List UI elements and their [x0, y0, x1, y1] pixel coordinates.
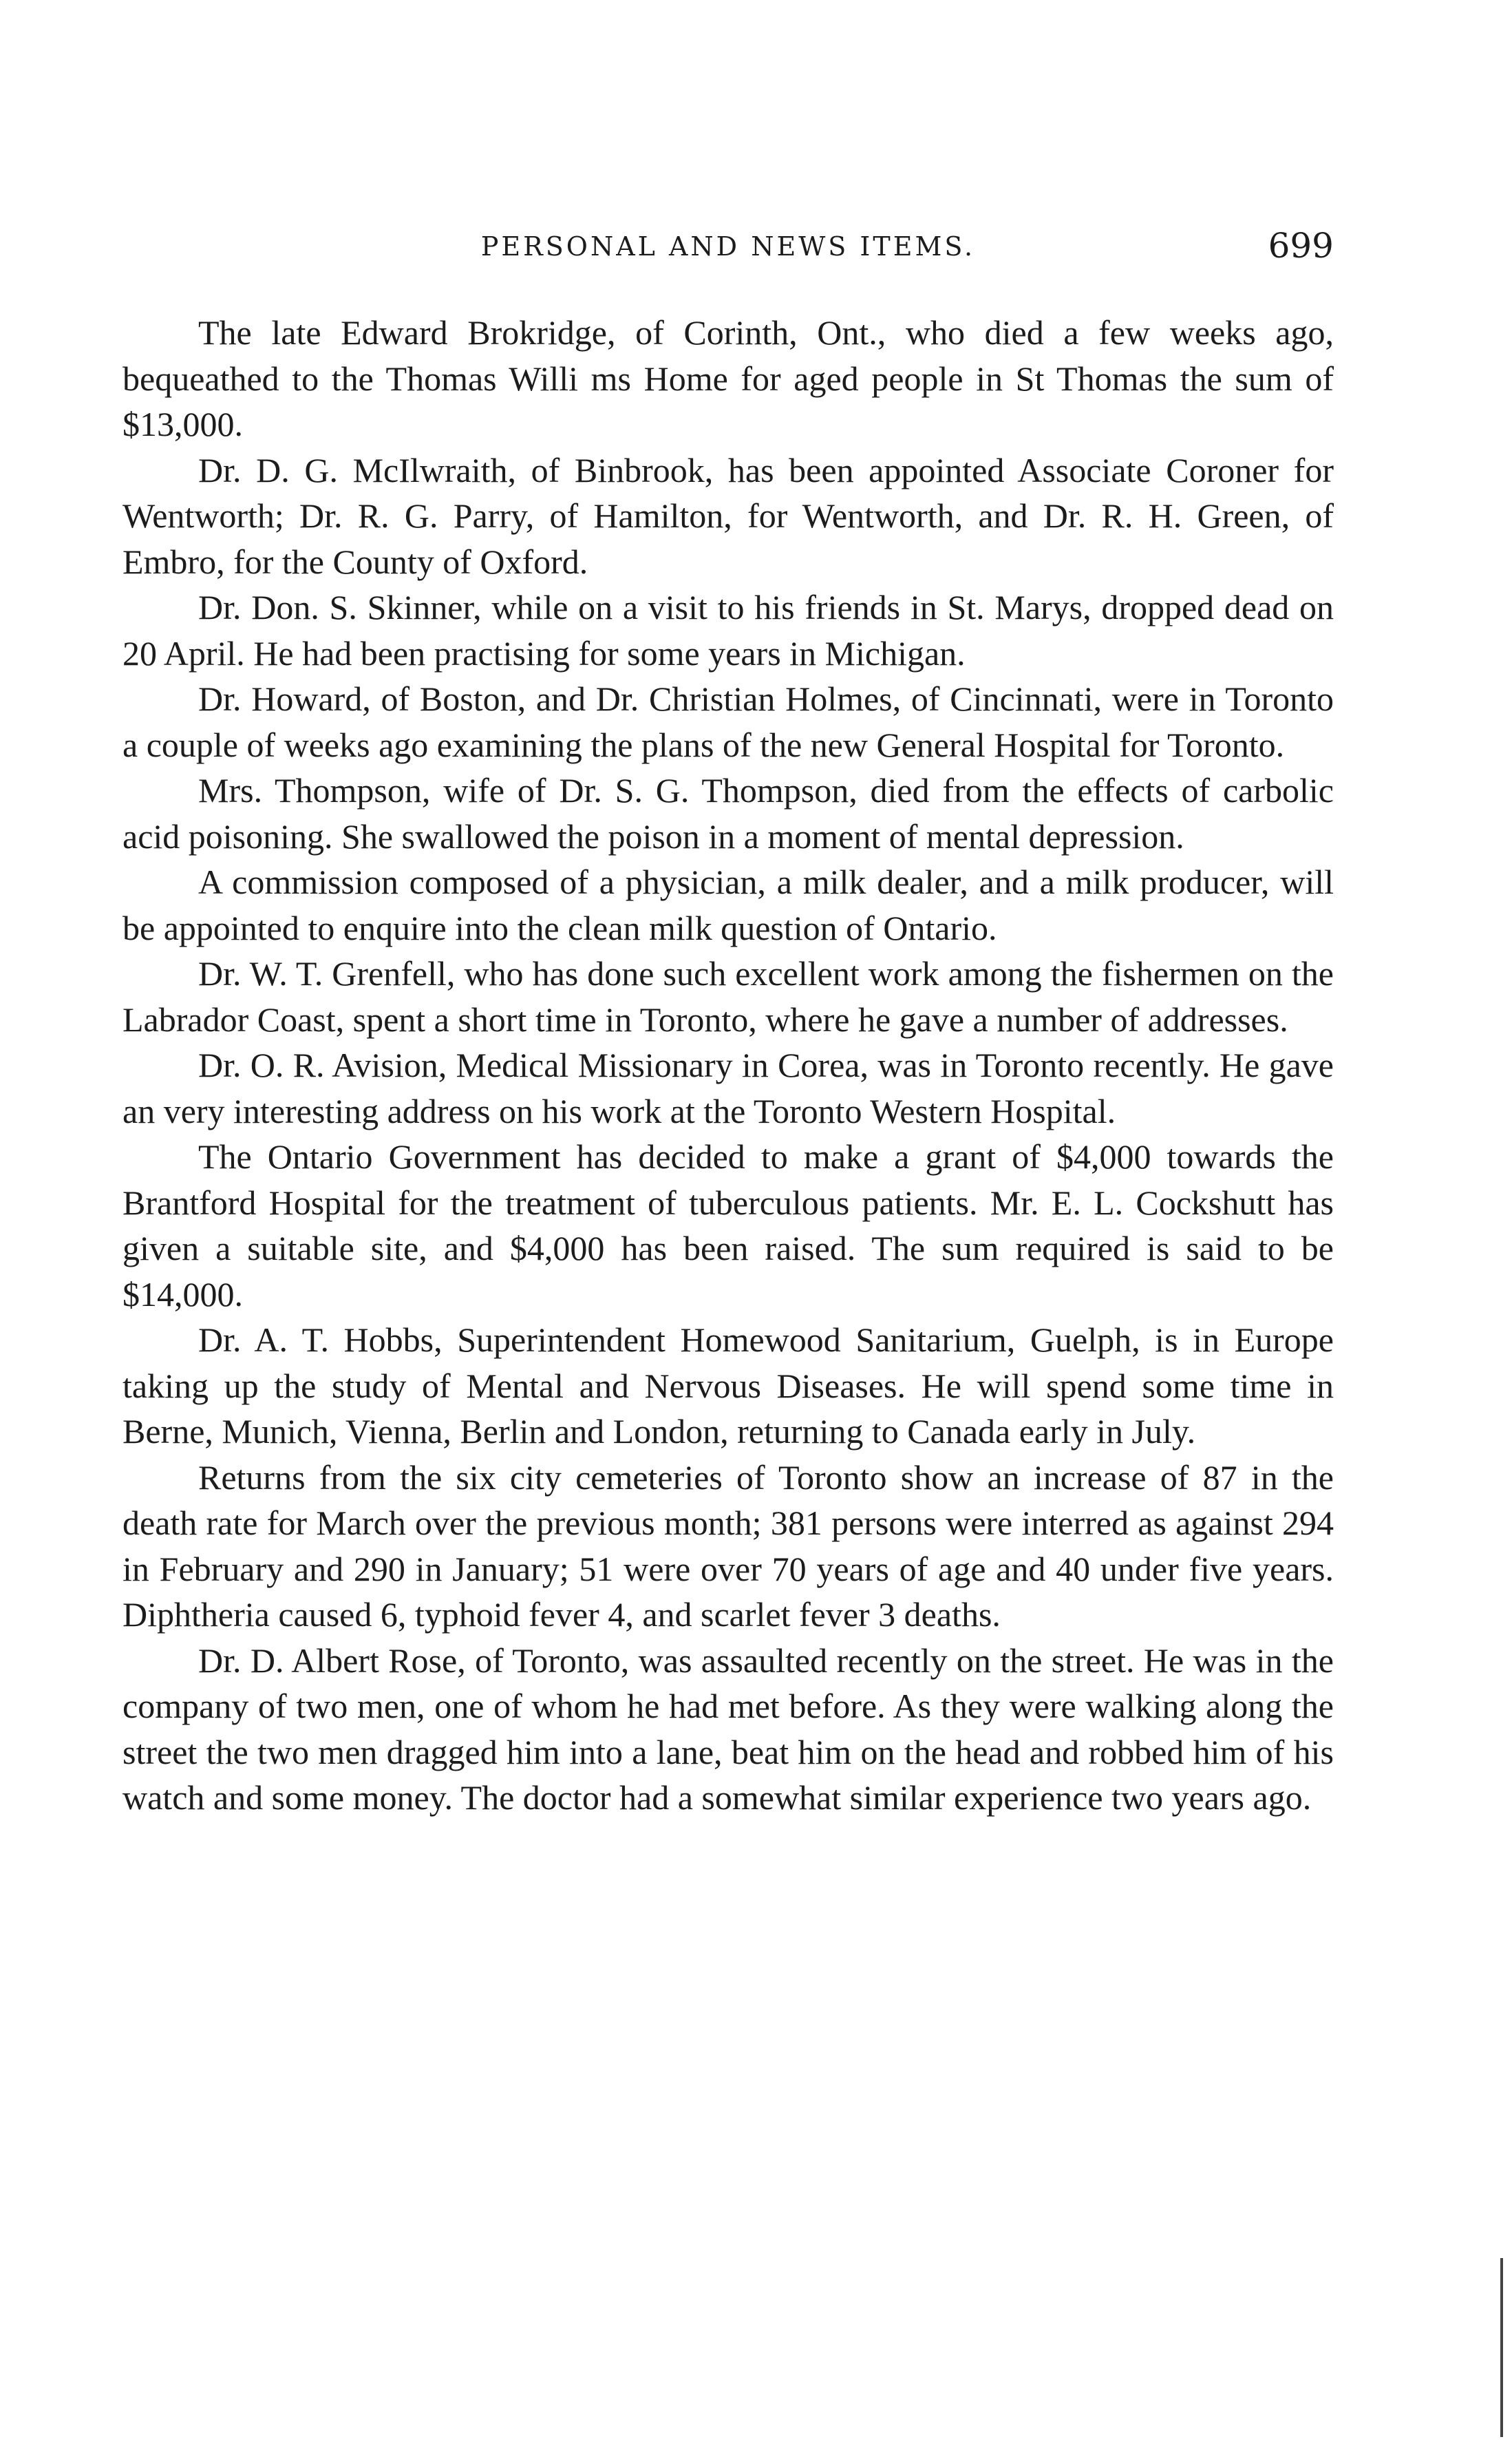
news-item-rose-assault: Dr. D. Albert Rose, of Toronto, was assaulted recently on the street. He was in the company of two men, one of whom he had met before. As they were walking along the street the two men dragged him into a lane, beat him on the head and robbed him of his watch and some money. The doctor had a somewhat similar experience two years ago. [123, 1641, 1334, 1817]
page-number: 699 [1268, 226, 1334, 266]
news-item-hospital-plans: Dr. Howard, of Boston, and Dr. Christian Holmes, of Cincinnati, were in Toronto a couple of weeks ago examining the plans of the new General Hospital for Toronto. [123, 679, 1334, 764]
news-item-cemetery-returns: Returns from the six city cemeteries of Toronto show an increase of 87 in the death rate for March over the previous month; 381 persons were interred as against 294 in February and 290 in January; 51 were over 70 years of age and 40 under five years. Diphtheria caused 6, typhoid fever 4, and scarlet fever 3 deaths. [123, 1457, 1334, 1634]
news-item-grenfell-visit: Dr. W. T. Grenfell, who has done such excellent work among the fishermen on the Labrador Coast, spent a short time in Toronto, where he gave a number of addresses. [123, 954, 1334, 1039]
running-header [123, 226, 1334, 274]
news-item-brantford-grant: The Ontario Government has decided to make a grant of $4,000 towards the Brantford Hospital for the treatment of tuberculous patients. Mr. E. L. Cockshutt has given a suitable site, and $4,000 has been raised. The sum required is said to be $14,000. [123, 1137, 1334, 1314]
news-item-thompson-poisoning: Mrs. Thompson, wife of Dr. S. G. Thompson, died from the effects of carbolic acid poisoning. She swallowed the poison in a moment of mental depression. [123, 771, 1334, 856]
running-title: PERSONAL AND NEWS ITEMS. [480, 231, 976, 262]
news-item-hobbs-europe: Dr. A. T. Hobbs, Superintendent Homewood Sanitarium, Guelph, is in Europe taking up the study of Mental and Nervous Diseases. He will spend some time in Berne, Munich, Vienna, Berlin and London, returning to Canada early in July. [123, 1320, 1334, 1451]
news-item-avision-address: Dr. O. R. Avision, Medical Missionary in Corea, was in Toronto recently. He gave an very interesting address on his work at the Toronto Western Hospital. [123, 1046, 1334, 1130]
news-item-brokridge-bequest: The late Edward Brokridge, of Corinth, Ont., who died a few weeks ago, bequeathed to the Thomas Willi ms Home for aged people in St Thomas the sum of $13,000. [123, 313, 1334, 443]
scan-edge-mark [1500, 2258, 1503, 2437]
news-item-milk-commission: A commission composed of a physician, a milk dealer, and a milk producer, will be appointed to enquire into the clean milk question of Ontario. [123, 863, 1334, 947]
news-items [123, 310, 1334, 1821]
news-item-coroner-appointments: Dr. D. G. McIlwraith, of Binbrook, has been appointed Associate Coroner for Wentworth; Dr. R. G. Parry, of Hamilton, for Wentworth, and Dr. R. H. Green, of Embro, for the County of Oxford. [123, 450, 1334, 581]
news-item-skinner-death: Dr. Don. S. Skinner, while on a visit to his friends in St. Marys, dropped dead on 20 April. He had been practising for some years in Michigan. [123, 588, 1334, 673]
